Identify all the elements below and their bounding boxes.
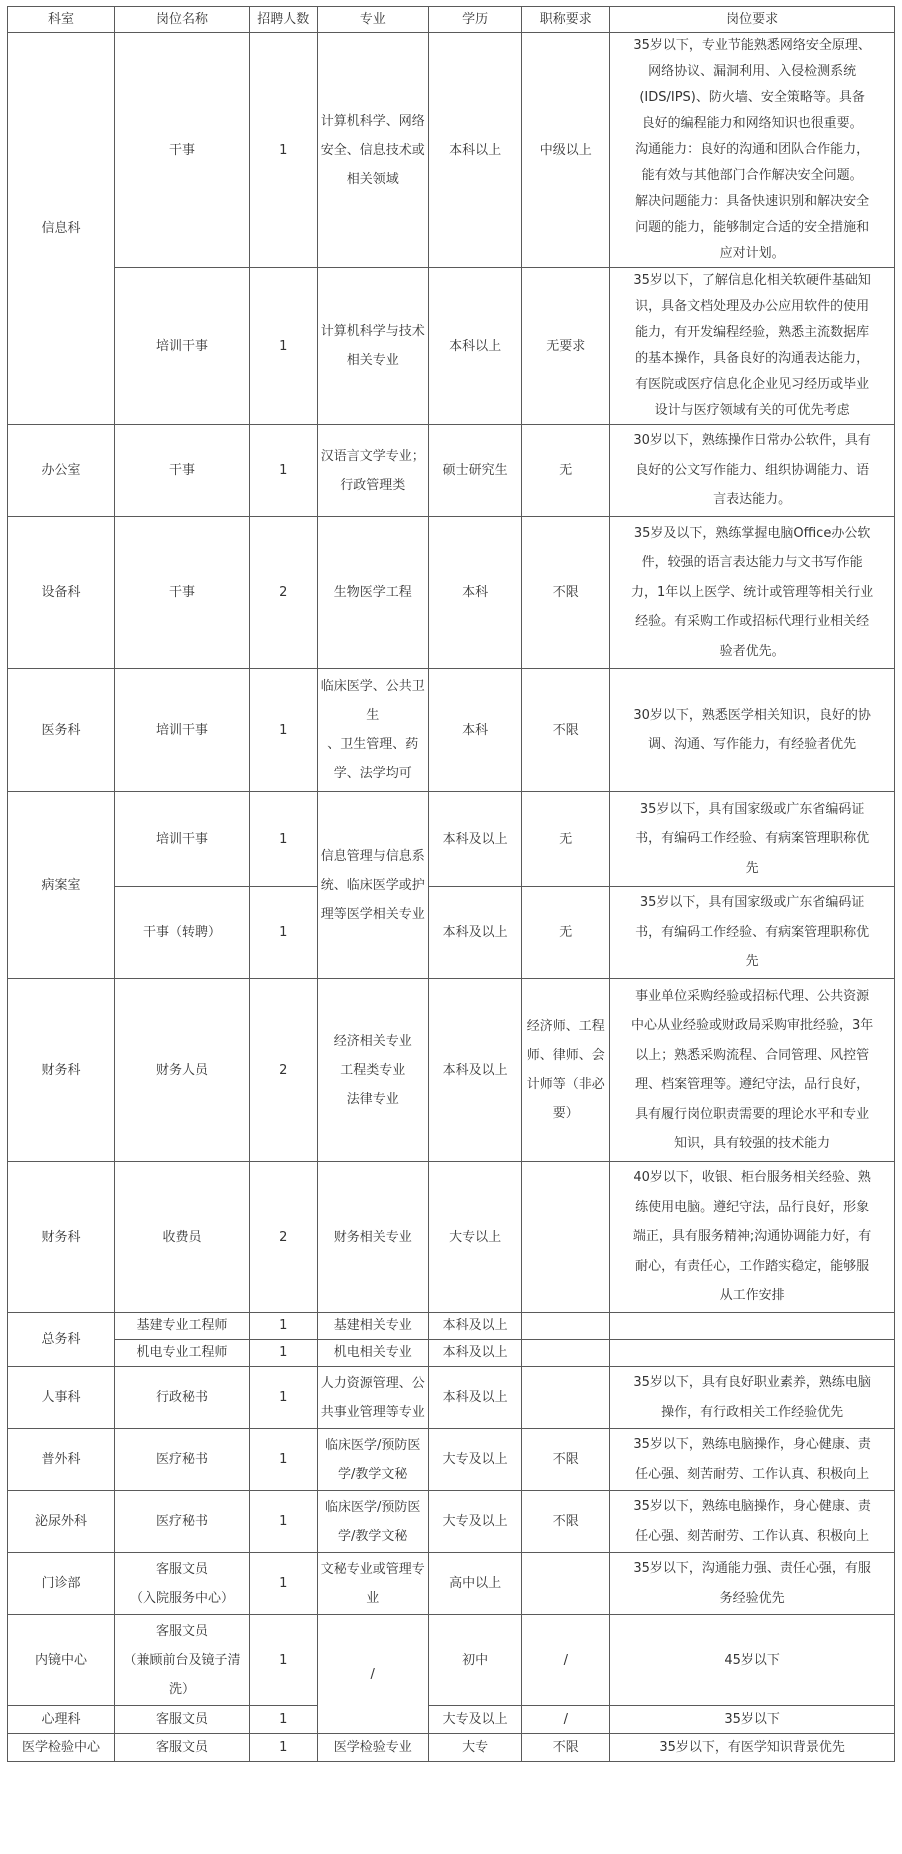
requirement-cell xyxy=(610,1340,895,1367)
requirement-cell: 35岁以下，了解信息化相关软硬件基础知 识，具备文档处理及办公应用软件的使用 能力，有开发编程经验，熟悉主流数据库 的基本操作，具备良好的沟通表达能力， 有医院或医疗信息化企业见习经历或毕业 设计与医疗领域有关的可优先考虑 xyxy=(610,268,895,425)
table-row xyxy=(8,1313,895,1340)
title-cell: / xyxy=(522,1615,610,1706)
table-row xyxy=(8,669,895,792)
dept-cell: 病案室 xyxy=(8,792,115,979)
position-cell: 培训干事 xyxy=(114,669,249,792)
dept-cell: 普外科 xyxy=(8,1429,115,1491)
dept-cell: 内镜中心 xyxy=(8,1615,115,1706)
dept-cell: 总务科 xyxy=(8,1313,115,1367)
table-row xyxy=(8,1615,895,1706)
header-title-requirement: 职称要求 xyxy=(522,7,610,33)
position-cell: 培训干事 xyxy=(114,792,249,887)
major-cell: 临床医学、公共卫 生 、卫生管理、药 学、法学均可 xyxy=(317,669,428,792)
major-cell: 经济相关专业 工程类专业 法律专业 xyxy=(317,979,428,1162)
requirement-cell: 35岁以下，沟通能力强、责任心强，有服 务经验优先 xyxy=(610,1553,895,1615)
position-cell: 收费员 xyxy=(114,1162,249,1313)
dept-cell: 心理科 xyxy=(8,1706,115,1734)
major-cell: 医学检验专业 xyxy=(317,1734,428,1762)
requirement-cell: 40岁以下，收银、柜台服务相关经验、熟 练使用电脑。遵纪守法，品行良好，形象 端正，具有服务精神;沟通协调能力好，有 耐心，有责任心，工作踏实稳定，能够服 从工作安排 xyxy=(610,1162,895,1313)
position-cell: 干事 xyxy=(114,517,249,669)
requirement-cell: 35岁以下，具有国家级或广东省编码证 书，有编码工作经验、有病案管理职称优 先 xyxy=(610,887,895,979)
dept-cell: 财务科 xyxy=(8,979,115,1162)
title-cell: 不限 xyxy=(522,1491,610,1553)
major-cell: 机电相关专业 xyxy=(317,1340,428,1367)
title-cell: 不限 xyxy=(522,669,610,792)
count-cell: 1 xyxy=(249,268,317,425)
requirement-cell: 35岁及以下，熟练掌握电脑Office办公软 件，较强的语言表达能力与文书写作能 力，1年以上医学、统计或管理等相关行业 经验。有采购工作或招标代理行业相关经 验者优先。 xyxy=(610,517,895,669)
education-cell: 本科及以上 xyxy=(428,792,521,887)
table-row xyxy=(8,517,895,669)
position-cell: 培训干事 xyxy=(114,268,249,425)
education-cell: 本科 xyxy=(428,517,521,669)
header-dept: 科室 xyxy=(8,7,115,33)
count-cell: 1 xyxy=(249,1313,317,1340)
count-cell: 1 xyxy=(249,1429,317,1491)
title-cell: 不限 xyxy=(522,517,610,669)
table-row xyxy=(8,792,895,887)
title-cell: 无 xyxy=(522,792,610,887)
count-cell: 1 xyxy=(249,887,317,979)
title-cell xyxy=(522,1162,610,1313)
requirement-cell: 35岁以下，专业节能熟悉网络安全原理、 网络协议、漏洞利用、入侵检测系统 (IDS/IPS)、防火墙、安全策略等。具备 良好的编程能力和网络知识也很重要。 沟通能力：良好的沟通和团队合作能力， 能有效与其他部门合作解决安全问题。 解决问题能力：具备快速识别和解决安全 问题的能力，能够制定合适的安全措施和 应对计划。 xyxy=(610,33,895,268)
major-cell: 财务相关专业 xyxy=(317,1162,428,1313)
dept-cell: 泌尿外科 xyxy=(8,1491,115,1553)
title-cell: 无 xyxy=(522,887,610,979)
title-cell: / xyxy=(522,1706,610,1734)
requirement-cell: 35岁以下，熟练电脑操作，身心健康、责 任心强、刻苦耐劳、工作认真、积极向上 xyxy=(610,1491,895,1553)
table-row xyxy=(8,1706,895,1734)
title-cell: 无要求 xyxy=(522,268,610,425)
count-cell: 1 xyxy=(249,1734,317,1762)
header-job-requirement: 岗位要求 xyxy=(610,7,895,33)
education-cell: 初中 xyxy=(428,1615,521,1706)
count-cell: 1 xyxy=(249,669,317,792)
header-major: 专业 xyxy=(317,7,428,33)
count-cell: 1 xyxy=(249,1706,317,1734)
title-cell xyxy=(522,1367,610,1429)
education-cell: 大专及以上 xyxy=(428,1491,521,1553)
title-cell: 不限 xyxy=(522,1429,610,1491)
table-row xyxy=(8,425,895,517)
requirement-cell: 30岁以下，熟悉医学相关知识，良好的协 调、沟通、写作能力，有经验者优先 xyxy=(610,669,895,792)
dept-cell: 医学检验中心 xyxy=(8,1734,115,1762)
dept-cell: 门诊部 xyxy=(8,1553,115,1615)
title-cell: 中级以上 xyxy=(522,33,610,268)
header-count: 招聘人数 xyxy=(249,7,317,33)
requirement-cell: 35岁以下，有医学知识背景优先 xyxy=(610,1734,895,1762)
education-cell: 硕士研究生 xyxy=(428,425,521,517)
count-cell: 1 xyxy=(249,1553,317,1615)
major-cell: 生物医学工程 xyxy=(317,517,428,669)
requirement-cell: 35岁以下 xyxy=(610,1706,895,1734)
major-cell: 信息管理与信息系 统、临床医学或护 理等医学相关专业 xyxy=(317,792,428,979)
table-row xyxy=(8,33,895,268)
dept-cell: 医务科 xyxy=(8,669,115,792)
major-cell: 计算机科学、网络 安全、信息技术或 相关领域 xyxy=(317,33,428,268)
count-cell: 1 xyxy=(249,1340,317,1367)
header-education: 学历 xyxy=(428,7,521,33)
dept-cell: 人事科 xyxy=(8,1367,115,1429)
requirement-cell: 事业单位采购经验或招标代理、公共资源 中心从业经验或财政局采购审批经验，3年 以上；熟悉采购流程、合同管理、风控管 理、档案管理等。遵纪守法，品行良好， 具有履行岗位职责需要的理论水平和专业 知识，具有较强的技术能力 xyxy=(610,979,895,1162)
education-cell: 大专及以上 xyxy=(428,1706,521,1734)
requirement-cell: 35岁以下，熟练电脑操作，身心健康、责 任心强、刻苦耐劳、工作认真、积极向上 xyxy=(610,1429,895,1491)
education-cell: 本科及以上 xyxy=(428,979,521,1162)
major-cell: 计算机科学与技术 相关专业 xyxy=(317,268,428,425)
education-cell: 大专以上 xyxy=(428,1162,521,1313)
table-row xyxy=(8,1340,895,1367)
table-row xyxy=(8,1734,895,1762)
education-cell: 本科 xyxy=(428,669,521,792)
education-cell: 本科及以上 xyxy=(428,1367,521,1429)
table-row xyxy=(8,268,895,425)
count-cell: 1 xyxy=(249,792,317,887)
education-cell: 高中以上 xyxy=(428,1553,521,1615)
requirement-cell xyxy=(610,1313,895,1340)
count-cell: 1 xyxy=(249,1615,317,1706)
dept-cell: 财务科 xyxy=(8,1162,115,1313)
position-cell: 客服文员 xyxy=(114,1734,249,1762)
position-cell: 医疗秘书 xyxy=(114,1491,249,1553)
major-cell: 汉语言文学专业； 行政管理类 xyxy=(317,425,428,517)
major-cell: 人力资源管理、公 共事业管理等专业 xyxy=(317,1367,428,1429)
requirement-cell: 35岁以下，具有国家级或广东省编码证 书，有编码工作经验、有病案管理职称优 先 xyxy=(610,792,895,887)
table-row xyxy=(8,1553,895,1615)
education-cell: 大专及以上 xyxy=(428,1429,521,1491)
table-row xyxy=(8,1429,895,1491)
education-cell: 本科以上 xyxy=(428,33,521,268)
title-cell xyxy=(522,1340,610,1367)
table-row xyxy=(8,1491,895,1553)
position-cell: 基建专业工程师 xyxy=(114,1313,249,1340)
position-cell: 机电专业工程师 xyxy=(114,1340,249,1367)
count-cell: 2 xyxy=(249,979,317,1162)
table-row xyxy=(8,1367,895,1429)
position-cell: 干事（转聘） xyxy=(114,887,249,979)
position-cell: 干事 xyxy=(114,33,249,268)
table-row xyxy=(8,1162,895,1313)
dept-cell: 设备科 xyxy=(8,517,115,669)
title-cell xyxy=(522,1553,610,1615)
major-cell: 基建相关专业 xyxy=(317,1313,428,1340)
dept-cell: 信息科 xyxy=(8,33,115,425)
count-cell: 2 xyxy=(249,517,317,669)
education-cell: 本科及以上 xyxy=(428,1340,521,1367)
count-cell: 1 xyxy=(249,1491,317,1553)
major-cell: 文秘专业或管理专 业 xyxy=(317,1553,428,1615)
education-cell: 本科及以上 xyxy=(428,887,521,979)
position-cell: 客服文员 （入院服务中心） xyxy=(114,1553,249,1615)
major-cell: 临床医学/预防医 学/教学文秘 xyxy=(317,1491,428,1553)
dept-cell: 办公室 xyxy=(8,425,115,517)
major-cell: 临床医学/预防医 学/教学文秘 xyxy=(317,1429,428,1491)
position-cell: 医疗秘书 xyxy=(114,1429,249,1491)
title-cell xyxy=(522,1313,610,1340)
requirement-cell: 30岁以下，熟练操作日常办公软件，具有 良好的公文写作能力、组织协调能力、语 言表达能力。 xyxy=(610,425,895,517)
position-cell: 客服文员 （兼顾前台及镜子清 洗） xyxy=(114,1615,249,1706)
title-cell: 无 xyxy=(522,425,610,517)
count-cell: 1 xyxy=(249,1367,317,1429)
header-position: 岗位名称 xyxy=(114,7,249,33)
education-cell: 大专 xyxy=(428,1734,521,1762)
count-cell: 1 xyxy=(249,425,317,517)
education-cell: 本科及以上 xyxy=(428,1313,521,1340)
position-cell: 客服文员 xyxy=(114,1706,249,1734)
position-cell: 行政秘书 xyxy=(114,1367,249,1429)
count-cell: 1 xyxy=(249,33,317,268)
title-cell: 不限 xyxy=(522,1734,610,1762)
table-row xyxy=(8,979,895,1162)
requirement-cell: 35岁以下，具有良好职业素养，熟练电脑 操作，有行政相关工作经验优先 xyxy=(610,1367,895,1429)
table-row xyxy=(8,887,895,979)
education-cell: 本科以上 xyxy=(428,268,521,425)
requirement-cell: 45岁以下 xyxy=(610,1615,895,1706)
position-cell: 干事 xyxy=(114,425,249,517)
position-cell: 财务人员 xyxy=(114,979,249,1162)
header-row xyxy=(8,7,895,33)
count-cell: 2 xyxy=(249,1162,317,1313)
major-cell: / xyxy=(317,1615,428,1734)
recruitment-table xyxy=(7,6,895,1762)
title-cell: 经济师、工程 师、律师、会 计师等（非必 要） xyxy=(522,979,610,1162)
